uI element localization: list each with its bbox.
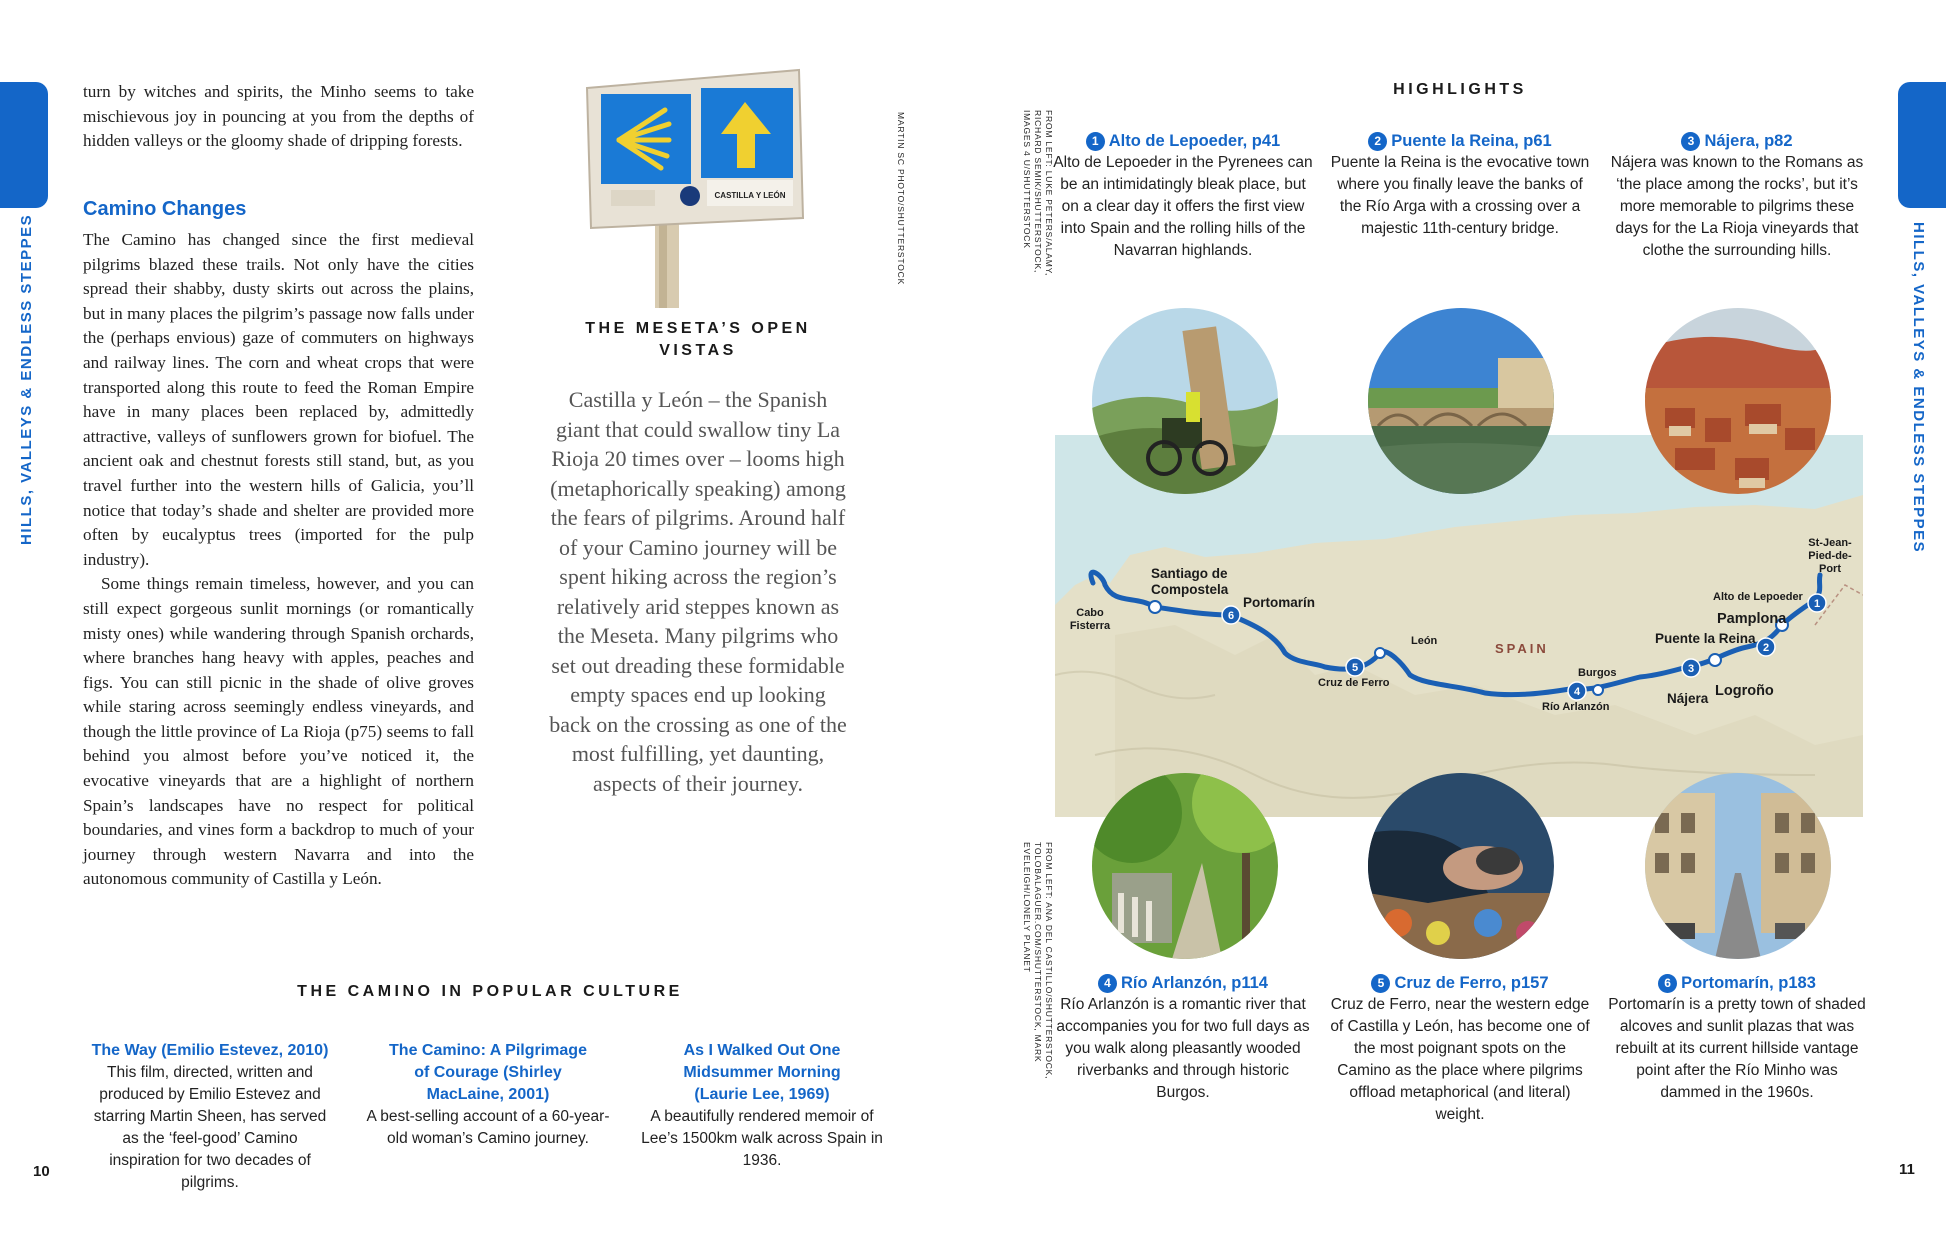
chapter-side-label-left: HILLS, VALLEYS & ENDLESS STEPPES	[18, 213, 35, 545]
map-label-leon: León	[1411, 635, 1438, 647]
culture-item-midsummer	[637, 1040, 887, 1172]
paragraph-2: Some things remain timeless, however, and you can still expect gorgeous sunlit mornings (or romantically misty ones) while wandering through Spanish orchards, where branches hang heavy with apples, peaches and figs. You can still picnic in the shade of olive groves while staring across seemingly endless vineyards, and though the little province of La Rioja (p75) seems to fall behind you almost before you’ve noticed it, the evocative vineyards that are a highlight of northern Spain’s landscapes have no respect for political boundaries, and vines form a backdrop to much of your journey through western Navarra and into the autonomous community of Castilla y León.	[83, 574, 474, 889]
highlight-4	[1053, 972, 1313, 1104]
number-badge: 2	[1368, 132, 1387, 151]
culture-item-title: The Way (Emilio Estevez, 2010)	[91, 1042, 329, 1059]
svg-text:6: 6	[1227, 610, 1235, 622]
highlight-title: 5 Cruz de Ferro, p157	[1330, 972, 1590, 994]
highlights-title: HIGHLIGHTS	[1393, 81, 1527, 98]
number-badge: 3	[1681, 132, 1700, 151]
svg-text:CASTILLA Y LEÓN: CASTILLA Y LEÓN	[714, 191, 786, 200]
highlight-2	[1330, 130, 1590, 240]
page-number-left: 10	[33, 1163, 50, 1180]
photo-puente-la-reina	[1368, 308, 1554, 494]
chapter-tab-right	[1898, 82, 1946, 208]
photo-credit-sign: MARTIN SC PHOTO/SHUTTERSTOCK	[896, 112, 906, 286]
number-badge: 6	[1658, 974, 1677, 993]
chapter-side-label-right: HILLS, VALLEYS & ENDLESS STEPPES	[1910, 222, 1927, 554]
svg-text:5: 5	[1351, 662, 1359, 674]
culture-section-title: THE CAMINO IN POPULAR CULTURE	[297, 983, 683, 1000]
svg-text:2: 2	[1762, 642, 1770, 654]
map-label-portomarin: Portomarín	[1243, 595, 1316, 610]
map-label-burgos: Burgos	[1578, 667, 1617, 679]
photo-credit-bottom: FROM LEFT: ANA DEL CASTILLO/SHUTTERSTOCK, TOLOBALAGUER.COM/SHUTTERSTOCK, MARK EVELEIGH/LONELY PLANET	[1022, 842, 1054, 1080]
map-label-santiago: Santiago de Compostela	[1151, 566, 1229, 597]
highlight-title: 3 Nájera, p82	[1607, 130, 1867, 152]
culture-item-the-way	[85, 1040, 335, 1194]
highlight-title: 4 Río Arlanzón, p114	[1053, 972, 1313, 994]
highlight-title: 1 Alto de Lepoeder, p41	[1053, 130, 1313, 152]
photo-cruz-de-ferro	[1368, 773, 1554, 959]
map-label-st-jean: St-Jean-Pied-de-Port	[1808, 537, 1852, 575]
photo-portomarin	[1645, 773, 1831, 959]
photo-rio-arlanzon	[1092, 773, 1278, 959]
map-label-najera: Nájera	[1667, 691, 1709, 706]
map-label-alto: Alto de Lepoeder	[1713, 591, 1803, 603]
highlight-text: Río Arlanzón is a romantic river that accompanies you for two full days as you walk along pleasantly wooded riverbanks and through historic Burgos.	[1056, 996, 1310, 1101]
photo-credit-top: FROM LEFT: LUKE PETERS/ALAMY, RICHARD SEMIK/SHUTTERSTOCK, IMAGES 4 U/SHUTTERSTOCK	[1022, 110, 1054, 277]
map-label-arlanzon: Río Arlanzón	[1542, 701, 1610, 713]
photo-alto-de-lepoeder	[1092, 308, 1278, 494]
highlight-title: 2 Puente la Reina, p61	[1330, 130, 1590, 152]
highlight-6	[1607, 972, 1867, 1104]
body-column	[83, 228, 474, 892]
intro-paragraph: turn by witches and spirits, the Minho seems to take mischievous joy in pouncing at you from the depths of hidden valleys or the gloomy shade of dripping forests.	[83, 82, 474, 151]
section-heading: Camino Changes	[83, 198, 247, 220]
culture-item-text: A beautifully rendered memoir of Lee’s 1500km walk across Spain in 1936.	[641, 1108, 883, 1169]
culture-item-title: The Camino: A Pilgrimage of Courage (Shirley MacLaine, 2001)	[389, 1042, 587, 1103]
number-badge: 4	[1098, 974, 1117, 993]
map-label-cruz: Cruz de Ferro	[1318, 677, 1390, 689]
map-label-pamplona: Pamplona	[1717, 611, 1787, 627]
highlight-text: Cruz de Ferro, near the western edge of Castilla y León, has become one of the most poignant spots on the Camino as the place where pilgrims offload metaphorical (and literal) weight.	[1330, 996, 1590, 1123]
number-badge: 5	[1371, 974, 1390, 993]
highlight-5	[1330, 972, 1590, 1126]
map-label-puente: Puente la Reina	[1655, 631, 1756, 646]
highlight-text: Nájera was known to the Romans as ‘the place among the rocks’, but it’s more memorable to pilgrims these days for the La Rioja vineyards that clothe the surrounding hills.	[1610, 154, 1864, 259]
highlight-title: 6 Portomarín, p183	[1607, 972, 1867, 994]
highlight-text: Portomarín is a pretty town of shaded alcoves and sunlit plazas that was rebuilt at its current hillside vantage point after the Río Minho was dammed in the 1960s.	[1608, 996, 1866, 1101]
svg-text:1: 1	[1813, 598, 1821, 610]
highlight-1	[1053, 130, 1313, 262]
culture-item-the-camino	[363, 1040, 613, 1150]
feature-title: THE MESETA’S OPEN VISTAS	[585, 320, 811, 359]
highlight-text: Alto de Lepoeder in the Pyrenees can be an intimidatingly bleak place, but on a clear day it offers the first view into Spain and the rolling hills of the Navarran highlands.	[1053, 154, 1313, 259]
map-label-cabo: Cabo Fisterra	[1069, 607, 1111, 632]
highlight-text: Puente la Reina is the evocative town where you finally leave the banks of the Río Arga with a crossing over a majestic 11th-century bridge.	[1330, 154, 1590, 237]
feature-text: Castilla y León – the Spanish giant that could swallow tiny La Rioja 20 times over – looms high (metaphorically speaking) among the fears of pilgrims. Around half of your Camino journey will be spent hiking across the region’s relatively arid steppes known as the Meseta. Many pilgrims who set out dreading these formidable empty spaces end up looking back on the crossing as one of the most fulfilling, yet daunting, aspects of their journey.	[549, 387, 847, 796]
map-label-spain: SPAIN	[1495, 641, 1549, 656]
map-label-logrono: Logroño	[1715, 683, 1774, 699]
highlight-3	[1607, 130, 1867, 262]
culture-item-title: As I Walked Out One Midsummer Morning (Laurie Lee, 1969)	[683, 1042, 841, 1103]
svg-text:3: 3	[1687, 663, 1695, 675]
culture-item-text: This film, directed, written and produced by Emilio Estevez and starring Martin Sheen, has served as the ‘feel-good’ Camino inspiration for two decades of pilgrims.	[93, 1064, 327, 1191]
camino-sign-photo	[585, 68, 805, 308]
chapter-tab-left	[0, 82, 48, 208]
page-number-right: 11	[1899, 1161, 1915, 1178]
photo-najera	[1645, 308, 1831, 494]
svg-text:4: 4	[1573, 686, 1581, 698]
paragraph-1: The Camino has changed since the first medieval pilgrims blazed these trails. Not only have the cities spread their shabby, dusty skirts out across the plains, but in many places the pilgrim’s passage now falls under the (perhaps envious) gaze of commuters on highways and railway lines. The corn and wheat crops that were transported along this route to feed the Roman Empire have in many places been replaced by, admittedly attractive, valleys of sunflowers grown for biofuel. The ancient oak and chestnut forests still stand, but, as you travel further into the western hills of Galicia, you’ll notice that today’s shade and shelter are provided more often by eucalyptus trees (imported for the pulp industry).	[83, 230, 474, 569]
number-badge: 1	[1086, 132, 1105, 151]
culture-item-text: A best-selling account of a 60-year-old woman’s Camino journey.	[366, 1108, 610, 1147]
